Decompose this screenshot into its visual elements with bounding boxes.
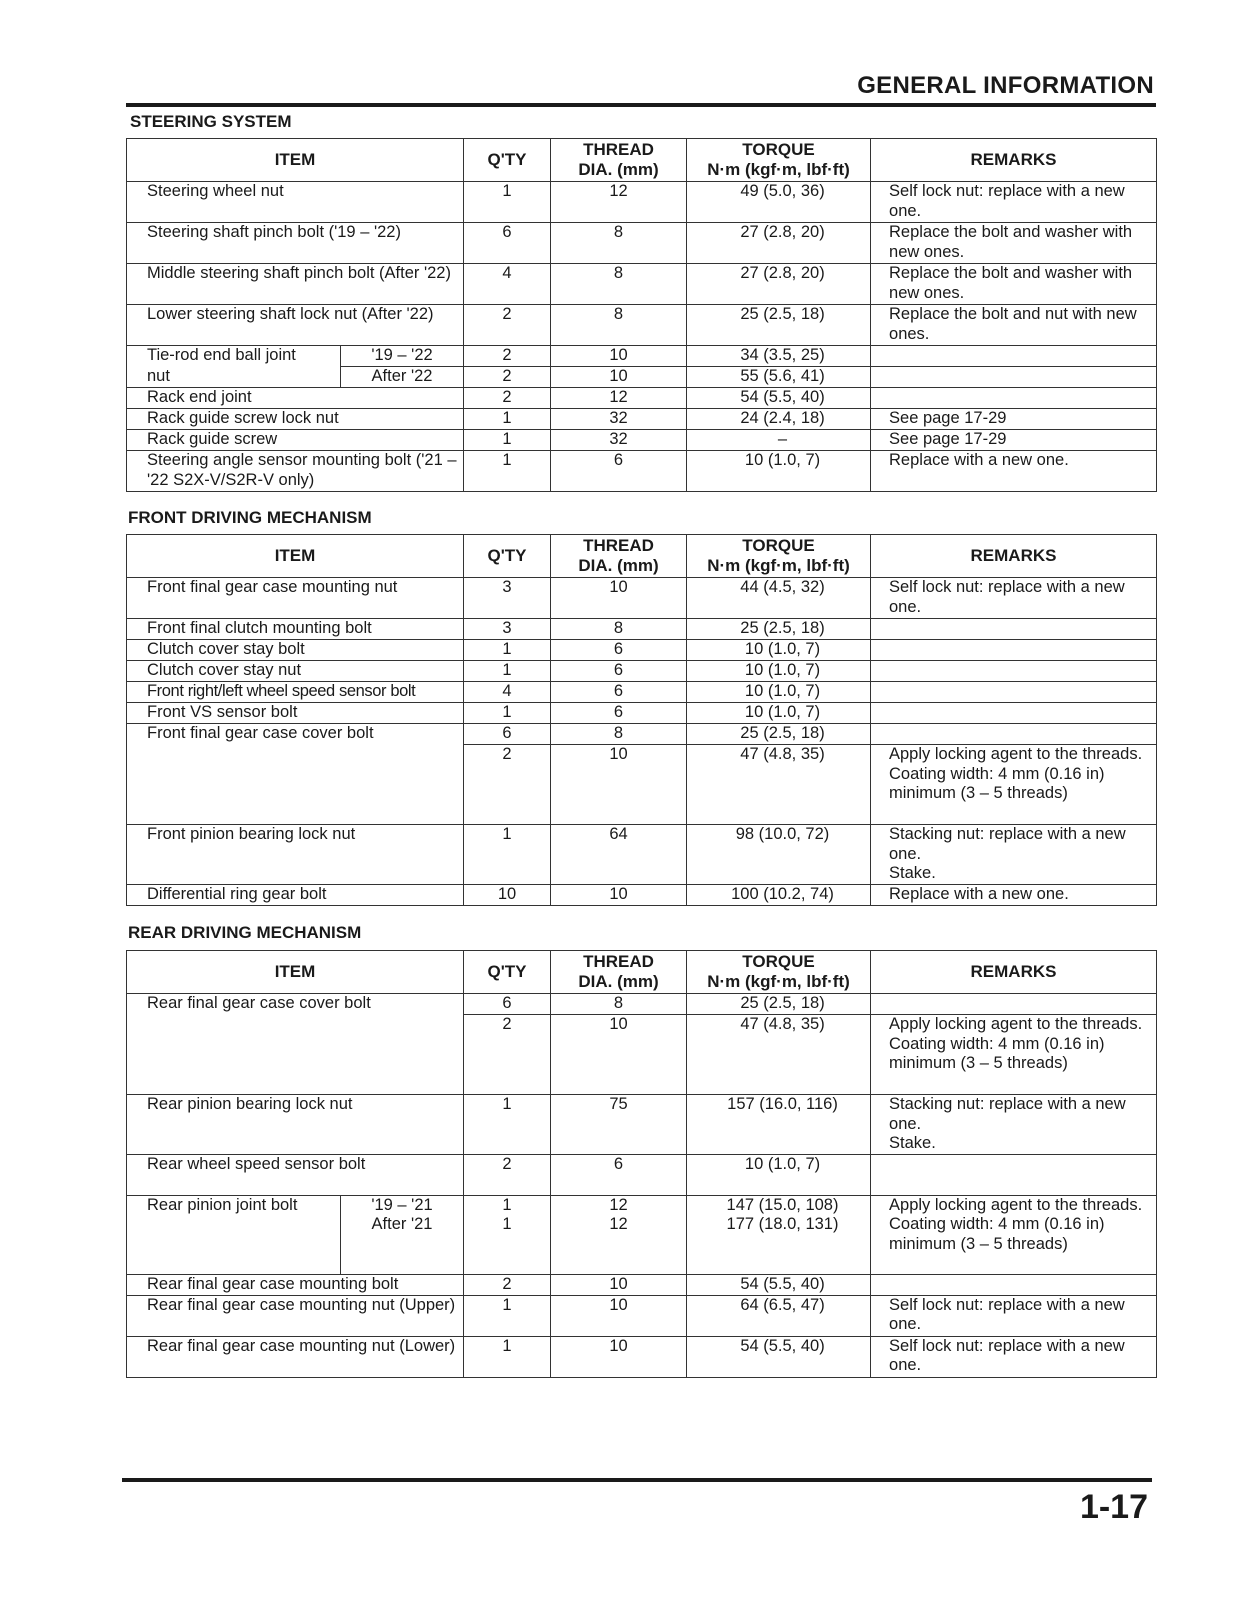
dia-cell: 10 xyxy=(551,367,687,388)
dia-cell: 10 xyxy=(551,346,687,367)
table-row xyxy=(127,1295,1157,1336)
qty-cell: 10 xyxy=(464,884,551,905)
dia-cell: 10 xyxy=(551,884,687,905)
header-remarks: REMARKS xyxy=(871,951,1157,994)
qty-cell: 2 xyxy=(464,388,551,409)
qty-cell: 1 xyxy=(464,703,551,724)
page-number: 1-17 xyxy=(1079,1488,1148,1526)
item-cell: Rear final gear case cover bolt xyxy=(127,994,464,1095)
table-row xyxy=(127,1195,1157,1274)
remarks-cell: See page 17-29 xyxy=(871,409,1157,430)
torque-cell: 55 (5.6, 41) xyxy=(687,367,871,388)
torque-cell: 100 (10.2, 74) xyxy=(687,884,871,905)
qty-cell: 4 xyxy=(464,264,551,305)
qty-cell: 1 xyxy=(464,1336,551,1377)
remarks-cell xyxy=(871,1274,1157,1295)
torque-cell: 47 (4.8, 35) xyxy=(687,1015,871,1095)
table-row xyxy=(127,578,1157,619)
remarks-cell xyxy=(871,619,1157,640)
table-row xyxy=(127,640,1157,661)
header-thread: THREAD DIA. (mm) xyxy=(551,535,687,578)
table-row xyxy=(127,388,1157,409)
item-cell: Steering angle sensor mounting bolt ('21 – '22 S2X-V/S2R-V only) xyxy=(127,451,464,492)
torque-cell: 47 (4.8, 35) xyxy=(687,745,871,825)
header-qty: Q'TY xyxy=(464,535,551,578)
item-cell: Rear final gear case mounting bolt xyxy=(127,1274,464,1295)
torque-cell: 147 (15.0, 108) 177 (18.0, 131) xyxy=(687,1195,871,1274)
qty-cell: 1 xyxy=(464,182,551,223)
dia-cell: 8 xyxy=(551,724,687,745)
table-row xyxy=(127,994,1157,1015)
torque-cell: 25 (2.5, 18) xyxy=(687,305,871,346)
table-row xyxy=(127,703,1157,724)
qty-cell: 1 xyxy=(464,1295,551,1336)
header-item: ITEM xyxy=(127,535,464,578)
remarks-cell: Stacking nut: replace with a new one. Stake. xyxy=(871,825,1157,885)
remarks-cell xyxy=(871,367,1157,388)
item-cell: Differential ring gear bolt xyxy=(127,884,464,905)
table-row xyxy=(127,182,1157,223)
qty-cell: 1 1 xyxy=(464,1195,551,1274)
item-cell: Rack end joint xyxy=(127,388,464,409)
page-title: GENERAL INFORMATION xyxy=(857,72,1154,99)
qty-cell: 2 xyxy=(464,1015,551,1095)
rear-table xyxy=(126,950,1157,1378)
dia-cell: 10 xyxy=(551,745,687,825)
qty-cell: 2 xyxy=(464,1154,551,1195)
remarks-cell: Apply locking agent to the threads. Coating width: 4 mm (0.16 in) minimum (3 – 5 threads) xyxy=(871,1015,1157,1095)
table-row xyxy=(127,682,1157,703)
remarks-cell xyxy=(871,640,1157,661)
table-header-row xyxy=(127,139,1157,182)
remarks-cell: Self lock nut: replace with a new one. xyxy=(871,182,1157,223)
torque-cell: 25 (2.5, 18) xyxy=(687,994,871,1015)
remarks-cell: Apply locking agent to the threads. Coating width: 4 mm (0.16 in) minimum (3 – 5 threads) xyxy=(871,745,1157,825)
item-cell: Rack guide screw lock nut xyxy=(127,409,464,430)
item-cell: Rear wheel speed sensor bolt xyxy=(127,1154,464,1195)
header-qty: Q'TY xyxy=(464,951,551,994)
remarks-cell: Replace with a new one. xyxy=(871,451,1157,492)
dia-cell: 6 xyxy=(551,682,687,703)
qty-cell: 1 xyxy=(464,1095,551,1155)
dia-cell: 10 xyxy=(551,1336,687,1377)
item-cell: Steering shaft pinch bolt ('19 – '22) xyxy=(127,223,464,264)
qty-cell: 1 xyxy=(464,409,551,430)
remarks-cell xyxy=(871,1154,1157,1195)
qty-cell: 4 xyxy=(464,682,551,703)
qty-cell: 1 xyxy=(464,825,551,885)
dia-cell: 10 xyxy=(551,1015,687,1095)
item-cell: Front right/left wheel speed sensor bolt xyxy=(127,682,464,703)
torque-cell: 25 (2.5, 18) xyxy=(687,724,871,745)
torque-cell: 10 (1.0, 7) xyxy=(687,451,871,492)
remarks-cell: Self lock nut: replace with a new one. xyxy=(871,1295,1157,1336)
item-cell: Rack guide screw xyxy=(127,430,464,451)
torque-cell: 27 (2.8, 20) xyxy=(687,223,871,264)
steering-table xyxy=(126,138,1157,492)
item-cell: Tie-rod end ball joint xyxy=(127,346,341,367)
table-row xyxy=(127,619,1157,640)
header-torque: TORQUE N·m (kgf·m, lbf·ft) xyxy=(687,535,871,578)
table-row xyxy=(127,264,1157,305)
item-cell: Rear pinion joint bolt xyxy=(127,1195,341,1274)
remarks-cell: Self lock nut: replace with a new one. xyxy=(871,1336,1157,1377)
item-cell: Front final clutch mounting bolt xyxy=(127,619,464,640)
section-title-front: FRONT DRIVING MECHANISM xyxy=(128,508,372,527)
item-cell: Clutch cover stay bolt xyxy=(127,640,464,661)
table-row xyxy=(127,1274,1157,1295)
dia-cell: 8 xyxy=(551,994,687,1015)
qty-cell: 1 xyxy=(464,640,551,661)
table-row xyxy=(127,661,1157,682)
dia-cell: 10 xyxy=(551,578,687,619)
item-cell: Rear final gear case mounting nut (Lower) xyxy=(127,1336,464,1377)
header-item: ITEM xyxy=(127,951,464,994)
section-title-steering: STEERING SYSTEM xyxy=(130,112,292,131)
remarks-cell: Stacking nut: replace with a new one. Stake. xyxy=(871,1095,1157,1155)
qty-cell: 6 xyxy=(464,223,551,264)
header-qty: Q'TY xyxy=(464,139,551,182)
torque-cell: 10 (1.0, 7) xyxy=(687,682,871,703)
dia-cell: 12 xyxy=(551,182,687,223)
dia-cell: 6 xyxy=(551,451,687,492)
dia-cell: 8 xyxy=(551,223,687,264)
table-header-row xyxy=(127,535,1157,578)
table-row xyxy=(127,346,1157,367)
table-row xyxy=(127,409,1157,430)
header-remarks: REMARKS xyxy=(871,139,1157,182)
dia-cell: 12 12 xyxy=(551,1195,687,1274)
qty-cell: 6 xyxy=(464,994,551,1015)
remarks-cell: Replace with a new one. xyxy=(871,884,1157,905)
header-torque: TORQUE N·m (kgf·m, lbf·ft) xyxy=(687,139,871,182)
torque-cell: 98 (10.0, 72) xyxy=(687,825,871,885)
item-cell: Front pinion bearing lock nut xyxy=(127,825,464,885)
torque-cell: 44 (4.5, 32) xyxy=(687,578,871,619)
header-torque: TORQUE N·m (kgf·m, lbf·ft) xyxy=(687,951,871,994)
table-header-row xyxy=(127,951,1157,994)
torque-cell: 25 (2.5, 18) xyxy=(687,619,871,640)
remarks-cell: Replace the bolt and nut with new ones. xyxy=(871,305,1157,346)
dia-cell: 64 xyxy=(551,825,687,885)
remarks-cell: Self lock nut: replace with a new one. xyxy=(871,578,1157,619)
torque-cell: 54 (5.5, 40) xyxy=(687,1336,871,1377)
header-thread: THREAD DIA. (mm) xyxy=(551,139,687,182)
torque-cell: 24 (2.4, 18) xyxy=(687,409,871,430)
torque-cell: 10 (1.0, 7) xyxy=(687,661,871,682)
remarks-cell: Apply locking agent to the threads. Coating width: 4 mm (0.16 in) minimum (3 – 5 threads) xyxy=(871,1195,1157,1274)
dia-cell: 75 xyxy=(551,1095,687,1155)
qty-cell: 2 xyxy=(464,367,551,388)
torque-cell: 54 (5.5, 40) xyxy=(687,1274,871,1295)
sub-item-cell: '19 – '22 xyxy=(341,346,464,367)
footer-rule xyxy=(122,1478,1152,1482)
sub-item-cell: After '22 xyxy=(341,367,464,388)
table-row xyxy=(127,825,1157,885)
torque-cell: 157 (16.0, 116) xyxy=(687,1095,871,1155)
torque-cell: 49 (5.0, 36) xyxy=(687,182,871,223)
dia-cell: 8 xyxy=(551,264,687,305)
item-cell: Front final gear case cover bolt xyxy=(127,724,464,825)
torque-cell: – xyxy=(687,430,871,451)
qty-cell: 2 xyxy=(464,305,551,346)
remarks-cell xyxy=(871,682,1157,703)
sub-item-cell: '19 – '21 After '21 xyxy=(341,1195,464,1274)
torque-cell: 54 (5.5, 40) xyxy=(687,388,871,409)
dia-cell: 12 xyxy=(551,388,687,409)
remarks-cell: See page 17-29 xyxy=(871,430,1157,451)
table-row xyxy=(127,367,1157,388)
item-cell: Rear final gear case mounting nut (Upper) xyxy=(127,1295,464,1336)
table-row xyxy=(127,1154,1157,1195)
item-cell: Rear pinion bearing lock nut xyxy=(127,1095,464,1155)
table-row xyxy=(127,884,1157,905)
item-cell: Middle steering shaft pinch bolt (After '22) xyxy=(127,264,464,305)
header-thread: THREAD DIA. (mm) xyxy=(551,951,687,994)
qty-cell: 1 xyxy=(464,430,551,451)
qty-cell: 1 xyxy=(464,451,551,492)
remarks-cell xyxy=(871,388,1157,409)
torque-cell: 64 (6.5, 47) xyxy=(687,1295,871,1336)
remarks-cell xyxy=(871,346,1157,367)
dia-cell: 8 xyxy=(551,305,687,346)
torque-cell: 27 (2.8, 20) xyxy=(687,264,871,305)
table-row xyxy=(127,430,1157,451)
remarks-cell: Replace the bolt and washer with new ones. xyxy=(871,223,1157,264)
torque-cell: 34 (3.5, 25) xyxy=(687,346,871,367)
header-item: ITEM xyxy=(127,139,464,182)
remarks-cell xyxy=(871,703,1157,724)
qty-cell: 2 xyxy=(464,346,551,367)
qty-cell: 2 xyxy=(464,745,551,825)
torque-cell: 10 (1.0, 7) xyxy=(687,703,871,724)
remarks-cell: Replace the bolt and washer with new ones. xyxy=(871,264,1157,305)
front-table xyxy=(126,534,1157,906)
table-row xyxy=(127,223,1157,264)
torque-cell: 10 (1.0, 7) xyxy=(687,640,871,661)
dia-cell: 10 xyxy=(551,1274,687,1295)
qty-cell: 6 xyxy=(464,724,551,745)
dia-cell: 6 xyxy=(551,703,687,724)
table-row xyxy=(127,724,1157,745)
qty-cell: 3 xyxy=(464,578,551,619)
item-cell: Front final gear case mounting nut xyxy=(127,578,464,619)
section-title-rear: REAR DRIVING MECHANISM xyxy=(128,923,362,942)
table-row xyxy=(127,1095,1157,1155)
remarks-cell xyxy=(871,661,1157,682)
item-cell: Steering wheel nut xyxy=(127,182,464,223)
header-remarks: REMARKS xyxy=(871,535,1157,578)
dia-cell: 6 xyxy=(551,640,687,661)
title-rule xyxy=(126,103,1156,107)
item-cell: Front VS sensor bolt xyxy=(127,703,464,724)
table-row xyxy=(127,305,1157,346)
qty-cell: 3 xyxy=(464,619,551,640)
qty-cell: 1 xyxy=(464,661,551,682)
torque-cell: 10 (1.0, 7) xyxy=(687,1154,871,1195)
dia-cell: 32 xyxy=(551,409,687,430)
dia-cell: 6 xyxy=(551,1154,687,1195)
dia-cell: 32 xyxy=(551,430,687,451)
remarks-cell xyxy=(871,994,1157,1015)
dia-cell: 8 xyxy=(551,619,687,640)
dia-cell: 6 xyxy=(551,661,687,682)
table-row xyxy=(127,451,1157,492)
item-cell: Clutch cover stay nut xyxy=(127,661,464,682)
dia-cell: 10 xyxy=(551,1295,687,1336)
item-cell: Lower steering shaft lock nut (After '22) xyxy=(127,305,464,346)
remarks-cell xyxy=(871,724,1157,745)
item-cell: nut xyxy=(127,367,341,388)
table-row xyxy=(127,1336,1157,1377)
qty-cell: 2 xyxy=(464,1274,551,1295)
